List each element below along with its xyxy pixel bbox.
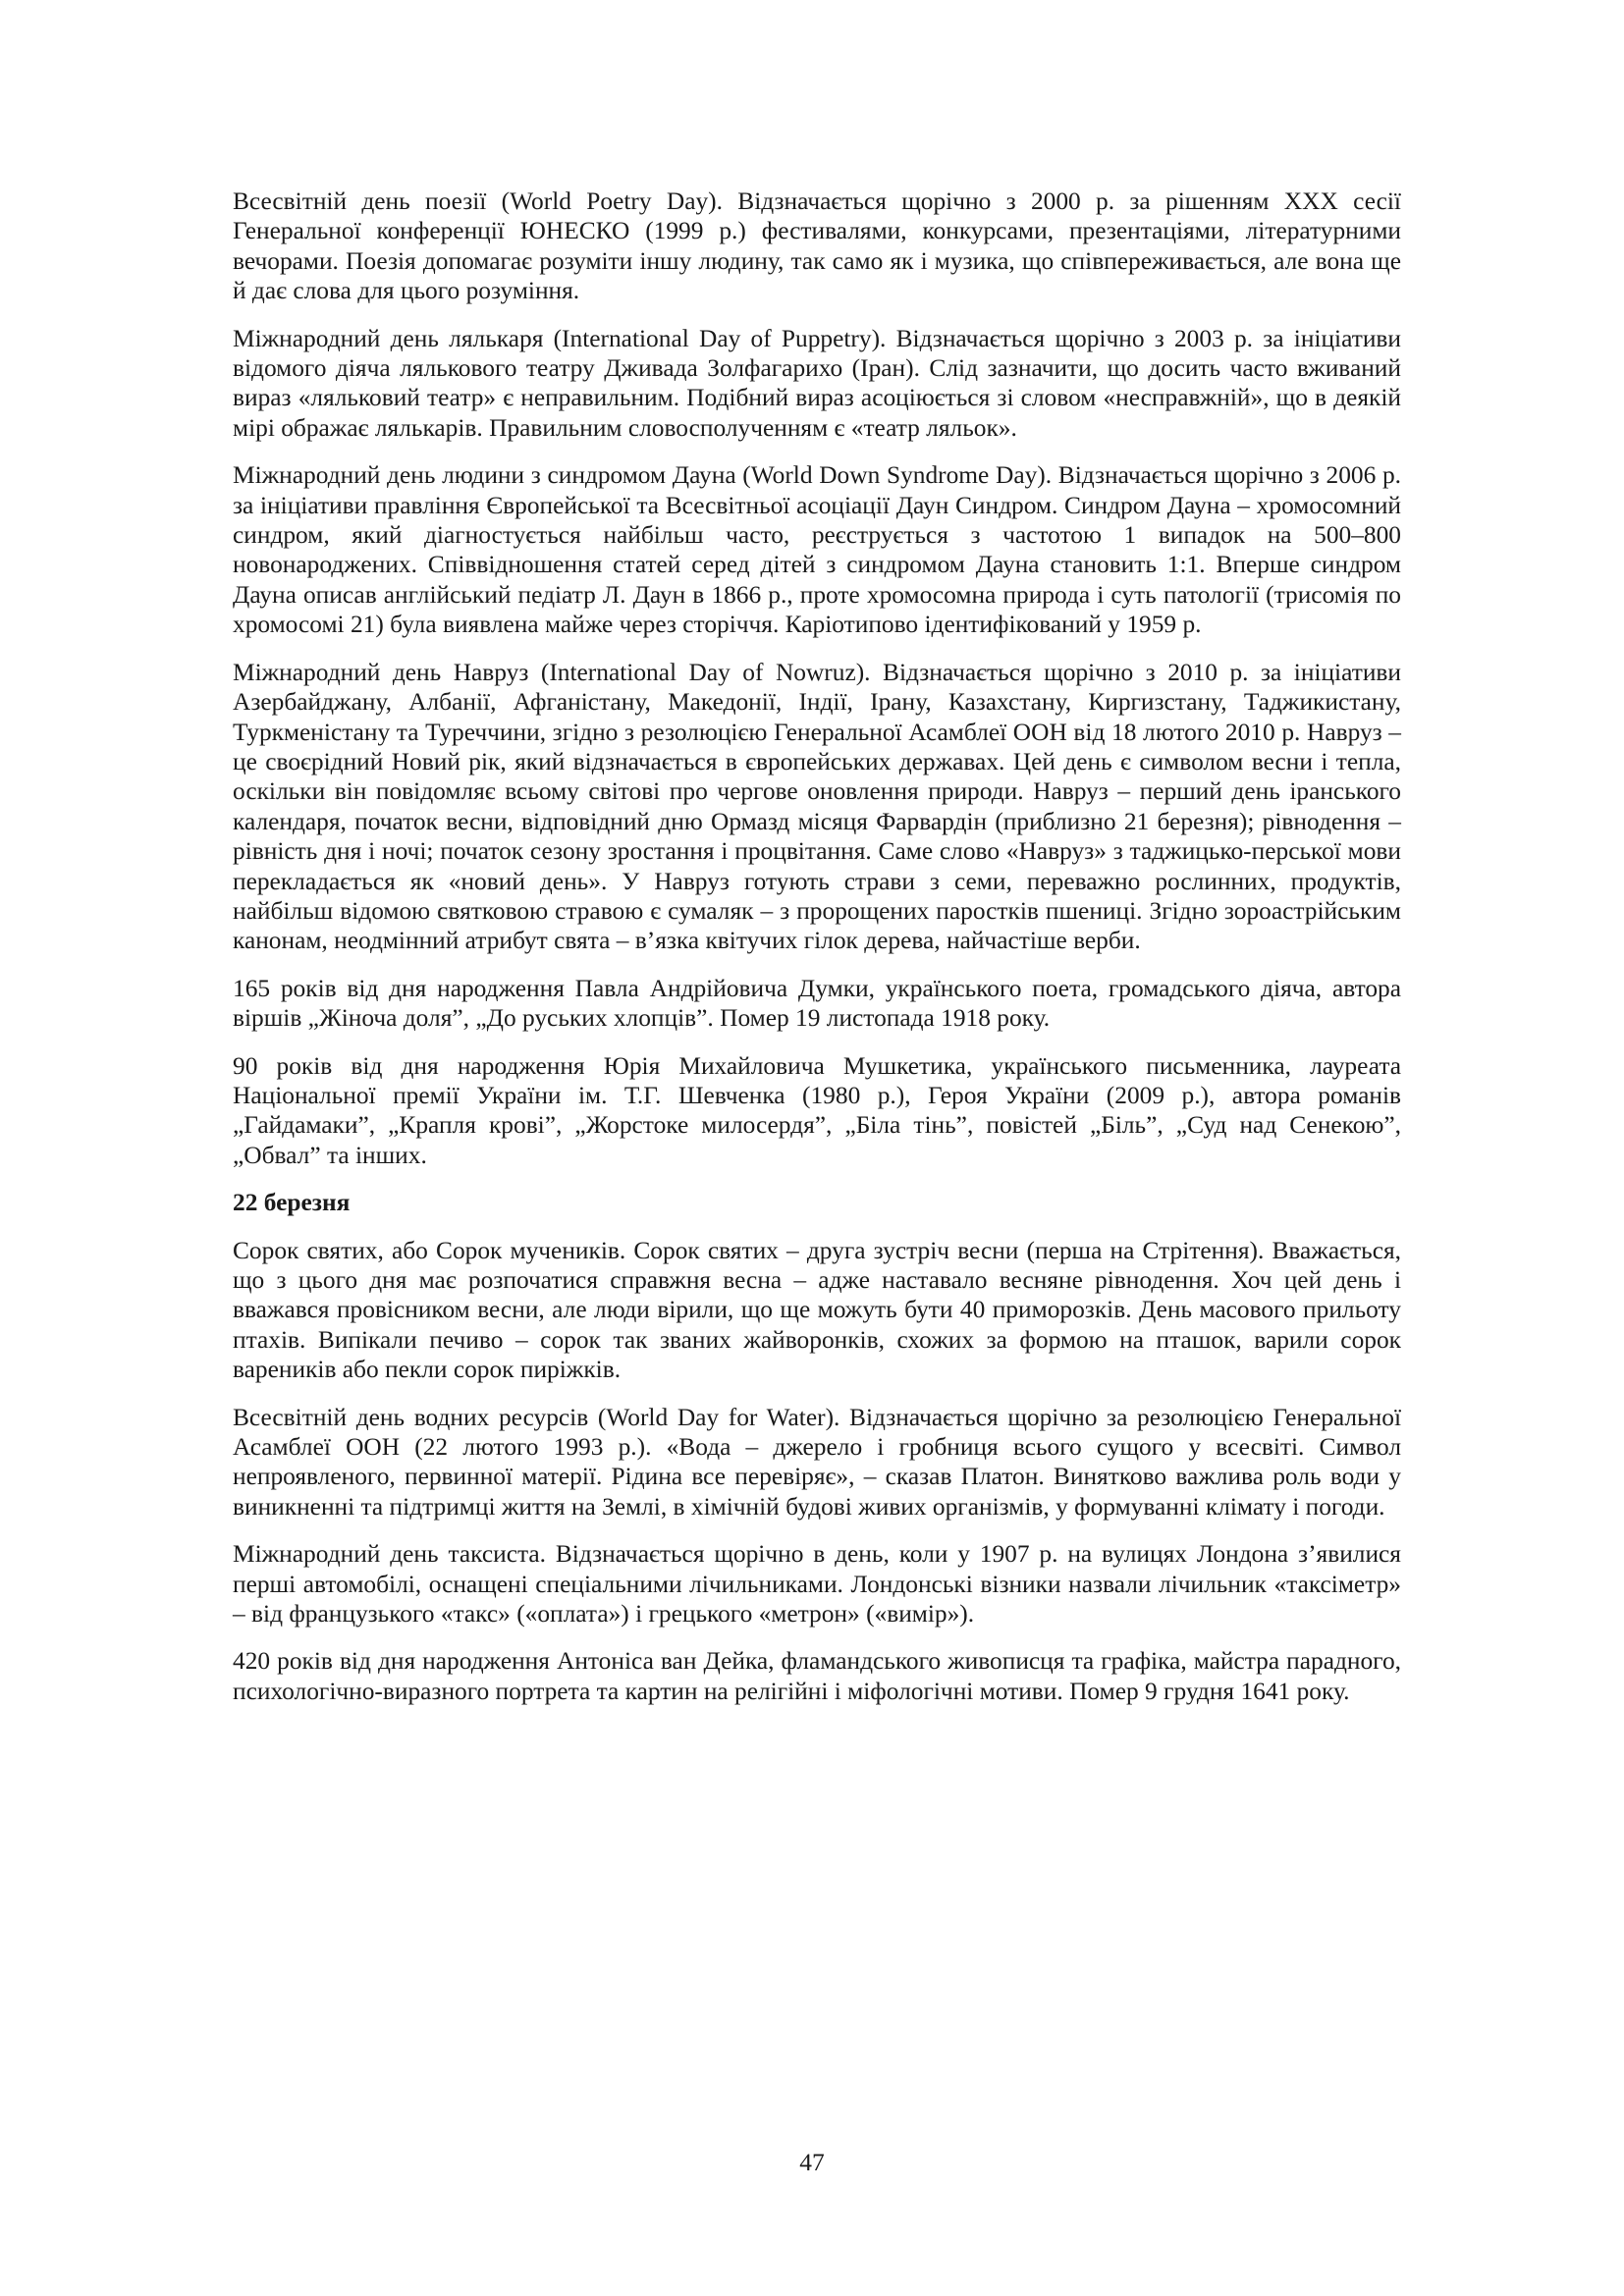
page-body [233,187,1401,1724]
paragraph-van-dyck-anniversary: 420 років від дня народження Антоніса ван Дейка, фламандського живописця та графіка, майстра парадного, психологічно-виразного портрета та картин на релігійні і міфологічні мотиви. Помер 9 грудня 1641 року. [233,1647,1401,1705]
paragraph-down-syndrome-day: Міжнародний день людини з синдромом Дауна (World Down Syndrome Day). Відзначається щорічно з 2006 р. за ініціативи правління Європейської та Всесвітньої асоціації Даун Синдром. Синдром Дауна – хромосомний синдром, який діагностується найбільш часто, реєструється з частотою 1 випадок на 500–800 новонароджених. Співвідношення статей серед дітей з синдромом Дауна становить 1:1. Вперше синдром Дауна описав англійський педіатр Л. Даун в 1866 р., проте хромосомна природа і суть патології (трисомія по хромосомі 21) була виявлена майже через сторіччя. Каріотипово ідентифікований у 1959 р. [233,461,1401,639]
paragraph-dumka-anniversary: 165 років від дня народження Павла Андрійовича Думки, українського поета, громадського діяча, автора віршів „Жіноча доля”, „До руських хлопців”. Помер 19 листопада 1918 року. [233,974,1401,1033]
date-heading: 22 березня [233,1189,351,1217]
paragraph-world-poetry-day: Всесвітній день поезії (World Poetry Day). Відзначається щорічно з 2000 р. за рішенням ХХХ сесії Генеральної конференції ЮНЕСКО (1999 р.) фестивалями, конкурсами, презентаціями, літературними вечорами. Поезія допомагає розуміти іншу людину, так само як і музика, що співпереживається, але вона ще й дає слова для цього розуміння. [233,187,1401,305]
paragraph-mushketyk-anniversary: 90 років від дня народження Юрія Михайловича Мушкетика, українського письменника, лауреата Національної премії України ім. Т.Г. Шевченка (1980 р.), Героя України (2009 р.), автора романів „Гайдамаки”, „Крапля крові”, „Жорстоке милосердя”, „Біла тінь”, повістей „Біль”, „Суд над Сенекою”, „Обвал” та інших. [233,1051,1401,1169]
paragraph-nowruz-day: Міжнародний день Навруз (International Day of Nowruz). Відзначається щорічно з 2010 р. за ініціативи Азербайджану, Албанії, Афганістану, Македонії, Індії, Ірану, Казахстану, Киргизстану, Таджикистану, Туркменістану та Туреччини, згідно з резолюцією Генеральної Асамблеї ООН від 18 лютого 2010 р. Навруз – це своєрідний Новий рік, який відзначається в європейських державах. Цей день є символом весни і тепла, оскільки він повідомляє всьому світові про чергове оновлення природи. Навруз – перший день іранського календаря, початок весни, відповідний дню Ормазд місяця Фарвардін (приблизно 21 березня); рівнодення – рівність дня і ночі; початок сезону зростання і процвітання. Саме слово «Навруз» з таджицько-перської мови перекладається як «новий день». У Навруз готують страви з семи, переважно рослинних, продуктів, найбільш відомою святковою стравою є сумаляк – з пророщених паростків пшениці. Згідно зороастрійським канонам, неодмінний атрибут свята – в’язка квітучих гілок дерева, найчастіше верби. [233,658,1401,955]
paragraph-water-day: Всесвітній день водних ресурсів (World Day for Water). Відзначається щорічно за резолюцією Генеральної Асамблеї ООН (22 лютого 1993 р.). «Вода – джерело і гробниця всього сущого у всесвіті. Символ непроявленого, первинної матерії. Рідина все перевіряє», – сказав Платон. Винятково важлива роль води у виникненні та підтримці життя на Землі, в хімічній будові живих організмів, у формуванні клімату і погоди. [233,1403,1401,1521]
paragraph-forty-saints: Сорок святих, або Сорок мучеників. Сорок святих – друга зустріч весни (перша на Стрітення). Вважається, що з цього дня має розпочатися справжня весна – адже наставало весняне рівнодення. Хоч цей день і вважався провісником весни, але люди вірили, що ще можуть бути 40 приморозків. День масового прильоту птахів. Випікали печиво – сорок так званих жайворонків, схожих за формою на пташок, варили сорок вареників або пекли сорок пиріжків. [233,1236,1401,1384]
paragraph-puppetry-day: Міжнародний день лялькаря (International Day of Puppetry). Відзначається щорічно з 2003 р. за ініціативи відомого діяча лялькового театру Дживада Золфагарихо (Іран). Слід зазначити, що досить часто вживаний вираз «ляльковий театр» є неправильним. Подібний вираз асоціюється зі словом «несправжній», що в деякій мірі ображає лялькарів. Правильним словосполученням є «театр ляльок». [233,324,1401,442]
paragraph-taxi-driver-day: Міжнародний день таксиста. Відзначається щорічно в день, коли у 1907 р. на вулицях Лондона з’явилися перші автомобілі, оснащені спеціальними лічильниками. Лондонські візники назвали лічильник «таксіметр» – від французького «такс» («оплата») і грецького «метрон» («вимір»). [233,1540,1401,1629]
page-number: 47 [799,2149,825,2176]
